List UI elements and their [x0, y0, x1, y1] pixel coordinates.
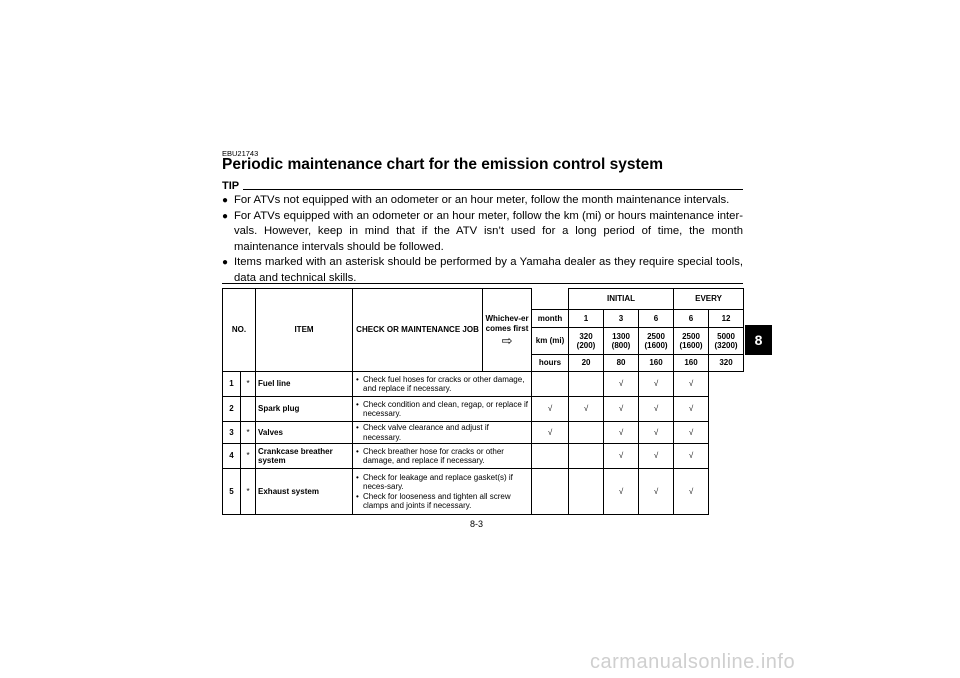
header-item: ITEM: [256, 289, 353, 372]
check-cell: [569, 372, 604, 397]
check-cell: [532, 469, 569, 515]
row-number: 3: [223, 422, 241, 444]
row-item: Valves: [256, 422, 353, 444]
month-cell: 12: [709, 310, 744, 328]
table-row: [223, 469, 744, 515]
row-job: • Check condition and clean, regap, or replace if necessary.: [353, 397, 532, 422]
check-cell: √: [604, 444, 639, 469]
row-job: • Check for leakage and replace gasket(s) if neces-sary. • Check for looseness and tighten all screw clamps and joints if necessary.: [353, 469, 532, 515]
asterisk-mark: *: [241, 372, 256, 397]
check-cell: √: [674, 422, 709, 444]
header-every: EVERY: [674, 289, 744, 310]
bullet-icon: ●: [222, 195, 229, 206]
tip-label: TIP: [222, 180, 243, 192]
check-cell: √: [674, 397, 709, 422]
row-number: 5: [223, 469, 241, 515]
header-initial: INITIAL: [569, 289, 674, 310]
check-cell: [532, 444, 569, 469]
row-item: Crankcase breather system: [256, 444, 353, 469]
asterisk-mark: *: [241, 469, 256, 515]
hours-cell: 80: [604, 355, 639, 372]
check-cell: √: [569, 397, 604, 422]
chapter-tab: 8: [745, 325, 772, 355]
row-number: 1: [223, 372, 241, 397]
row-number: 2: [223, 397, 241, 422]
tip-item: ● Items marked with an asterisk should be performed by a Yamaha dealer as they require special tools, data and technical skills.: [222, 256, 743, 284]
check-cell: [569, 444, 604, 469]
tip-item: ● For ATVs equipped with an odometer or an hour meter, follow the km (mi) or hours maintenance inter-vals. However, keep in mind that if the ATV isn’t used for a long period of time, the month maintenance intervals should be followed.: [222, 209, 743, 253]
check-cell: √: [604, 372, 639, 397]
check-cell: √: [532, 397, 569, 422]
km-cell: 2500 (1600): [639, 328, 674, 355]
table-row: [223, 372, 744, 397]
tip-header: [222, 180, 743, 192]
km-label: km (mi): [532, 328, 569, 355]
check-cell: √: [674, 444, 709, 469]
check-cell: √: [639, 469, 674, 515]
km-cell: 1300 (800): [604, 328, 639, 355]
page-title: Periodic maintenance chart for the emission control system: [222, 156, 664, 173]
km-cell: 2500 (1600): [674, 328, 709, 355]
hours-cell: 20: [569, 355, 604, 372]
header-whichever: Whichev-er comes first ⇨: [483, 289, 532, 372]
bullet-icon: ●: [222, 257, 229, 268]
km-cell: 320 (200): [569, 328, 604, 355]
header-no: NO.: [223, 289, 256, 372]
table-row: [223, 422, 744, 444]
arrow-right-icon: ⇨: [501, 333, 513, 349]
row-item: Fuel line: [256, 372, 353, 397]
month-cell: 6: [674, 310, 709, 328]
check-cell: √: [604, 469, 639, 515]
row-item: Exhaust system: [256, 469, 353, 515]
row-item: Spark plug: [256, 397, 353, 422]
row-job: • Check fuel hoses for cracks or other damage, and replace if necessary.: [353, 372, 532, 397]
check-cell: [532, 372, 569, 397]
page-number: 8-3: [470, 519, 484, 529]
check-cell: [569, 422, 604, 444]
asterisk-mark: [241, 397, 256, 422]
month-cell: 1: [569, 310, 604, 328]
tip-item: ● For ATVs not equipped with an odometer or an hour meter, follow the month maintenance intervals.: [222, 193, 743, 209]
check-cell: √: [639, 372, 674, 397]
hours-cell: 160: [639, 355, 674, 372]
check-cell: √: [674, 372, 709, 397]
month-cell: 3: [604, 310, 639, 328]
header-job: CHECK OR MAINTENANCE JOB: [353, 289, 483, 372]
hours-cell: 160: [674, 355, 709, 372]
tip-list: [222, 193, 743, 286]
maintenance-table: [222, 288, 744, 515]
check-cell: √: [639, 444, 674, 469]
check-cell: [569, 469, 604, 515]
tip-end-rule: [222, 283, 743, 284]
check-cell: √: [532, 422, 569, 444]
check-cell: √: [674, 469, 709, 515]
km-cell: 5000 (3200): [709, 328, 744, 355]
row-job: • Check breather hose for cracks or other damage, and replace if necessary.: [353, 444, 532, 469]
table-row: [223, 444, 744, 469]
asterisk-mark: *: [241, 444, 256, 469]
hours-label: hours: [532, 355, 569, 372]
watermark: carmanualsonline.info: [590, 651, 796, 673]
table-row: [223, 397, 744, 422]
asterisk-mark: *: [241, 422, 256, 444]
section-code: EBU21743: [222, 149, 259, 158]
check-cell: √: [639, 422, 674, 444]
month-cell: 6: [639, 310, 674, 328]
row-number: 4: [223, 444, 241, 469]
bullet-icon: ●: [222, 210, 229, 222]
tip-rule: [222, 189, 743, 190]
check-cell: √: [639, 397, 674, 422]
check-cell: √: [604, 397, 639, 422]
hours-cell: 320: [709, 355, 744, 372]
month-label: month: [532, 310, 569, 328]
row-job: • Check valve clearance and adjust if necessary.: [353, 422, 532, 444]
check-cell: √: [604, 422, 639, 444]
